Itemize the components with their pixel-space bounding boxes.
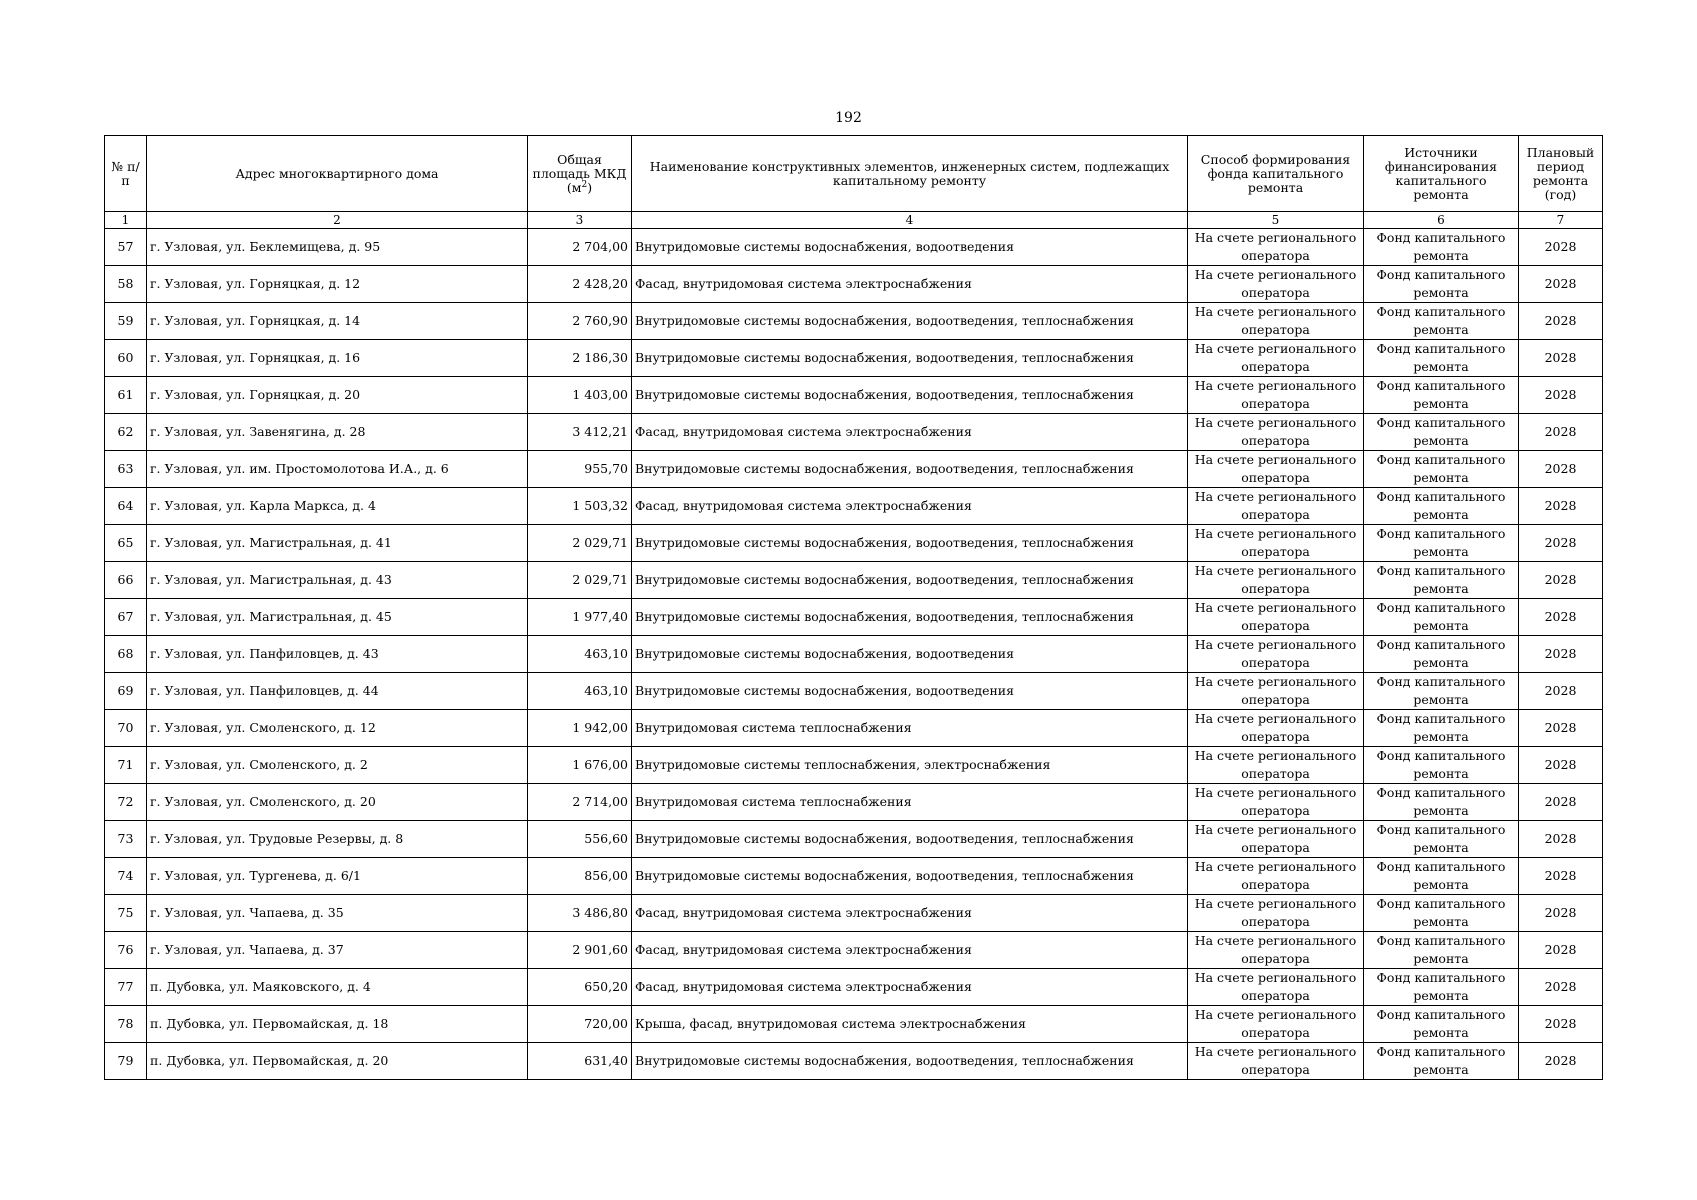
cell-fund: На счете регионального оператора [1188, 525, 1364, 562]
cell-area: 2 428,20 [528, 266, 632, 303]
cell-fund: На счете регионального оператора [1188, 488, 1364, 525]
cell-num: 71 [105, 747, 147, 784]
table-row [105, 636, 1603, 673]
cell-works: Внутридомовые системы водоснабжения, водоотведения [632, 673, 1188, 710]
cell-works: Внутридомовые системы водоснабжения, водоотведения [632, 636, 1188, 673]
cell-works: Внутридомовые системы водоснабжения, водоотведения [632, 229, 1188, 266]
cell-period: 2028 [1519, 1043, 1603, 1080]
table-row [105, 525, 1603, 562]
cell-source: Фонд капитального ремонта [1364, 784, 1519, 821]
cell-address: г. Узловая, ул. Трудовые Резервы, д. 8 [147, 821, 528, 858]
column-number: 6 [1364, 212, 1519, 229]
cell-address: г. Узловая, ул. Беклемищева, д. 95 [147, 229, 528, 266]
header-area-close: ) [587, 179, 593, 195]
cell-works: Фасад, внутридомовая система электроснабжения [632, 414, 1188, 451]
table-row [105, 414, 1603, 451]
header-area-text: Общая площадь МКД (м [532, 151, 627, 195]
cell-area: 856,00 [528, 858, 632, 895]
header-address: Адрес многоквартирного дома [147, 136, 528, 212]
cell-source: Фонд капитального ремонта [1364, 747, 1519, 784]
cell-works: Внутридомовые системы водоснабжения, водоотведения, теплоснабжения [632, 821, 1188, 858]
cell-address: г. Узловая, ул. Чапаева, д. 35 [147, 895, 528, 932]
cell-source: Фонд капитального ремонта [1364, 710, 1519, 747]
cell-address: г. Узловая, ул. Горняцкая, д. 12 [147, 266, 528, 303]
cell-num: 66 [105, 562, 147, 599]
column-number: 7 [1519, 212, 1603, 229]
cell-num: 58 [105, 266, 147, 303]
cell-area: 3 486,80 [528, 895, 632, 932]
cell-period: 2028 [1519, 340, 1603, 377]
cell-area: 955,70 [528, 451, 632, 488]
column-number: 1 [105, 212, 147, 229]
repair-program-table [104, 135, 1603, 1080]
table-body [105, 229, 1603, 1080]
cell-num: 74 [105, 858, 147, 895]
cell-period: 2028 [1519, 858, 1603, 895]
header-fund: Способ формирования фонда капитального ремонта [1188, 136, 1364, 212]
table-row [105, 451, 1603, 488]
cell-area: 556,60 [528, 821, 632, 858]
cell-area: 1 676,00 [528, 747, 632, 784]
table-row [105, 673, 1603, 710]
cell-num: 79 [105, 1043, 147, 1080]
cell-source: Фонд капитального ремонта [1364, 451, 1519, 488]
cell-source: Фонд капитального ремонта [1364, 599, 1519, 636]
table-row [105, 229, 1603, 266]
cell-source: Фонд капитального ремонта [1364, 340, 1519, 377]
cell-period: 2028 [1519, 266, 1603, 303]
table-row [105, 599, 1603, 636]
cell-address: г. Узловая, ул. Горняцкая, д. 16 [147, 340, 528, 377]
cell-source: Фонд капитального ремонта [1364, 266, 1519, 303]
cell-num: 61 [105, 377, 147, 414]
header-area [528, 136, 632, 212]
table-row [105, 1043, 1603, 1080]
cell-fund: На счете регионального оператора [1188, 747, 1364, 784]
cell-address: п. Дубовка, ул. Первомайская, д. 18 [147, 1006, 528, 1043]
cell-num: 72 [105, 784, 147, 821]
cell-works: Фасад, внутридомовая система электроснабжения [632, 932, 1188, 969]
cell-period: 2028 [1519, 969, 1603, 1006]
header-num: № п/п [105, 136, 147, 212]
cell-fund: На счете регионального оператора [1188, 340, 1364, 377]
cell-fund: На счете регионального оператора [1188, 932, 1364, 969]
cell-num: 67 [105, 599, 147, 636]
cell-num: 62 [105, 414, 147, 451]
cell-address: г. Узловая, ул. Магистральная, д. 41 [147, 525, 528, 562]
cell-fund: На счете регионального оператора [1188, 266, 1364, 303]
cell-address: г. Узловая, ул. Тургенева, д. 6/1 [147, 858, 528, 895]
cell-area: 1 503,32 [528, 488, 632, 525]
cell-address: г. Узловая, ул. Панфиловцев, д. 44 [147, 673, 528, 710]
cell-source: Фонд капитального ремонта [1364, 488, 1519, 525]
cell-source: Фонд капитального ремонта [1364, 932, 1519, 969]
cell-fund: На счете регионального оператора [1188, 377, 1364, 414]
cell-source: Фонд капитального ремонта [1364, 229, 1519, 266]
cell-area: 2 186,30 [528, 340, 632, 377]
cell-source: Фонд капитального ремонта [1364, 969, 1519, 1006]
header-period: Плановый период ремонта (год) [1519, 136, 1603, 212]
table-row [105, 969, 1603, 1006]
cell-fund: На счете регионального оператора [1188, 673, 1364, 710]
cell-works: Внутридомовая система теплоснабжения [632, 784, 1188, 821]
cell-address: п. Дубовка, ул. Первомайская, д. 20 [147, 1043, 528, 1080]
table-row [105, 821, 1603, 858]
cell-fund: На счете регионального оператора [1188, 414, 1364, 451]
cell-num: 70 [105, 710, 147, 747]
cell-num: 63 [105, 451, 147, 488]
cell-works: Внутридомовые системы водоснабжения, водоотведения, теплоснабжения [632, 599, 1188, 636]
cell-period: 2028 [1519, 673, 1603, 710]
cell-works: Крыша, фасад, внутридомовая система электроснабжения [632, 1006, 1188, 1043]
cell-address: г. Узловая, ул. Завенягина, д. 28 [147, 414, 528, 451]
cell-address: г. Узловая, ул. Чапаева, д. 37 [147, 932, 528, 969]
cell-fund: На счете регионального оператора [1188, 821, 1364, 858]
cell-num: 69 [105, 673, 147, 710]
column-number: 5 [1188, 212, 1364, 229]
table-row [105, 895, 1603, 932]
header-works: Наименование конструктивных элементов, инженерных систем, подлежащих капитальному ремонту [632, 136, 1188, 212]
cell-fund: На счете регионального оператора [1188, 1043, 1364, 1080]
cell-fund: На счете регионального оператора [1188, 303, 1364, 340]
cell-period: 2028 [1519, 1006, 1603, 1043]
cell-period: 2028 [1519, 821, 1603, 858]
cell-num: 78 [105, 1006, 147, 1043]
cell-works: Внутридомовая система теплоснабжения [632, 710, 1188, 747]
cell-works: Фасад, внутридомовая система электроснабжения [632, 488, 1188, 525]
cell-address: г. Узловая, ул. Смоленского, д. 12 [147, 710, 528, 747]
cell-works: Внутридомовые системы водоснабжения, водоотведения, теплоснабжения [632, 303, 1188, 340]
cell-num: 64 [105, 488, 147, 525]
cell-works: Внутридомовые системы водоснабжения, водоотведения, теплоснабжения [632, 1043, 1188, 1080]
cell-source: Фонд капитального ремонта [1364, 414, 1519, 451]
cell-source: Фонд капитального ремонта [1364, 562, 1519, 599]
cell-period: 2028 [1519, 636, 1603, 673]
cell-area: 1 977,40 [528, 599, 632, 636]
cell-period: 2028 [1519, 895, 1603, 932]
cell-address: п. Дубовка, ул. Маяковского, д. 4 [147, 969, 528, 1006]
cell-source: Фонд капитального ремонта [1364, 525, 1519, 562]
cell-area: 2 704,00 [528, 229, 632, 266]
table-header-row [105, 136, 1603, 212]
cell-num: 75 [105, 895, 147, 932]
cell-area: 2 029,71 [528, 562, 632, 599]
cell-address: г. Узловая, ул. Карла Маркса, д. 4 [147, 488, 528, 525]
table-row [105, 1006, 1603, 1043]
cell-source: Фонд капитального ремонта [1364, 821, 1519, 858]
cell-area: 1 942,00 [528, 710, 632, 747]
cell-period: 2028 [1519, 932, 1603, 969]
table-row [105, 784, 1603, 821]
cell-fund: На счете регионального оператора [1188, 969, 1364, 1006]
cell-fund: На счете регионального оператора [1188, 636, 1364, 673]
cell-works: Фасад, внутридомовая система электроснабжения [632, 969, 1188, 1006]
cell-period: 2028 [1519, 710, 1603, 747]
cell-address: г. Узловая, ул. Смоленского, д. 20 [147, 784, 528, 821]
table-row [105, 562, 1603, 599]
cell-fund: На счете регионального оператора [1188, 229, 1364, 266]
table-row [105, 377, 1603, 414]
cell-address: г. Узловая, ул. Магистральная, д. 43 [147, 562, 528, 599]
cell-area: 2 714,00 [528, 784, 632, 821]
cell-works: Фасад, внутридомовая система электроснабжения [632, 266, 1188, 303]
cell-period: 2028 [1519, 303, 1603, 340]
cell-num: 76 [105, 932, 147, 969]
cell-source: Фонд капитального ремонта [1364, 858, 1519, 895]
cell-period: 2028 [1519, 784, 1603, 821]
cell-num: 65 [105, 525, 147, 562]
cell-works: Фасад, внутридомовая система электроснабжения [632, 895, 1188, 932]
cell-period: 2028 [1519, 599, 1603, 636]
cell-address: г. Узловая, ул. Смоленского, д. 2 [147, 747, 528, 784]
table-row [105, 710, 1603, 747]
cell-works: Внутридомовые системы водоснабжения, водоотведения, теплоснабжения [632, 340, 1188, 377]
cell-num: 57 [105, 229, 147, 266]
cell-works: Внутридомовые системы водоснабжения, водоотведения, теплоснабжения [632, 858, 1188, 895]
table-row [105, 303, 1603, 340]
cell-address: г. Узловая, ул. Панфиловцев, д. 43 [147, 636, 528, 673]
cell-period: 2028 [1519, 747, 1603, 784]
cell-fund: На счете регионального оператора [1188, 858, 1364, 895]
cell-fund: На счете регионального оператора [1188, 599, 1364, 636]
cell-num: 68 [105, 636, 147, 673]
cell-area: 3 412,21 [528, 414, 632, 451]
cell-area: 650,20 [528, 969, 632, 1006]
cell-area: 2 901,60 [528, 932, 632, 969]
cell-area: 1 403,00 [528, 377, 632, 414]
cell-period: 2028 [1519, 525, 1603, 562]
cell-fund: На счете регионального оператора [1188, 710, 1364, 747]
cell-area: 2 029,71 [528, 525, 632, 562]
table-row [105, 858, 1603, 895]
cell-works: Внутридомовые системы водоснабжения, водоотведения, теплоснабжения [632, 562, 1188, 599]
cell-period: 2028 [1519, 414, 1603, 451]
cell-source: Фонд капитального ремонта [1364, 377, 1519, 414]
column-number: 2 [147, 212, 528, 229]
cell-address: г. Узловая, ул. Магистральная, д. 45 [147, 599, 528, 636]
cell-works: Внутридомовые системы водоснабжения, водоотведения, теплоснабжения [632, 451, 1188, 488]
table-row [105, 266, 1603, 303]
cell-num: 59 [105, 303, 147, 340]
cell-fund: На счете регионального оператора [1188, 1006, 1364, 1043]
cell-source: Фонд капитального ремонта [1364, 1043, 1519, 1080]
cell-period: 2028 [1519, 562, 1603, 599]
cell-source: Фонд капитального ремонта [1364, 1006, 1519, 1043]
cell-fund: На счете регионального оператора [1188, 562, 1364, 599]
table-row [105, 747, 1603, 784]
cell-num: 77 [105, 969, 147, 1006]
page-number: 192 [835, 110, 862, 126]
table-row [105, 488, 1603, 525]
cell-area: 463,10 [528, 673, 632, 710]
table-row [105, 932, 1603, 969]
cell-num: 60 [105, 340, 147, 377]
cell-source: Фонд капитального ремонта [1364, 895, 1519, 932]
cell-works: Внутридомовые системы водоснабжения, водоотведения, теплоснабжения [632, 525, 1188, 562]
cell-address: г. Узловая, ул. Горняцкая, д. 20 [147, 377, 528, 414]
cell-works: Внутридомовые системы водоснабжения, водоотведения, теплоснабжения [632, 377, 1188, 414]
cell-num: 73 [105, 821, 147, 858]
cell-period: 2028 [1519, 488, 1603, 525]
cell-address: г. Узловая, ул. Горняцкая, д. 14 [147, 303, 528, 340]
column-number: 4 [632, 212, 1188, 229]
header-area-sup: 2 [581, 179, 588, 190]
cell-fund: На счете регионального оператора [1188, 451, 1364, 488]
cell-source: Фонд капитального ремонта [1364, 636, 1519, 673]
cell-fund: На счете регионального оператора [1188, 784, 1364, 821]
column-number: 3 [528, 212, 632, 229]
cell-address: г. Узловая, ул. им. Простомолотова И.А., д. 6 [147, 451, 528, 488]
cell-source: Фонд капитального ремонта [1364, 673, 1519, 710]
cell-fund: На счете регионального оператора [1188, 895, 1364, 932]
cell-area: 463,10 [528, 636, 632, 673]
cell-period: 2028 [1519, 229, 1603, 266]
cell-area: 631,40 [528, 1043, 632, 1080]
cell-area: 2 760,90 [528, 303, 632, 340]
cell-works: Внутридомовые системы теплоснабжения, электроснабжения [632, 747, 1188, 784]
column-numbers-row [105, 212, 1603, 229]
table-row [105, 340, 1603, 377]
header-source: Источники финансирования капитального ремонта [1364, 136, 1519, 212]
cell-source: Фонд капитального ремонта [1364, 303, 1519, 340]
cell-area: 720,00 [528, 1006, 632, 1043]
cell-period: 2028 [1519, 451, 1603, 488]
cell-period: 2028 [1519, 377, 1603, 414]
